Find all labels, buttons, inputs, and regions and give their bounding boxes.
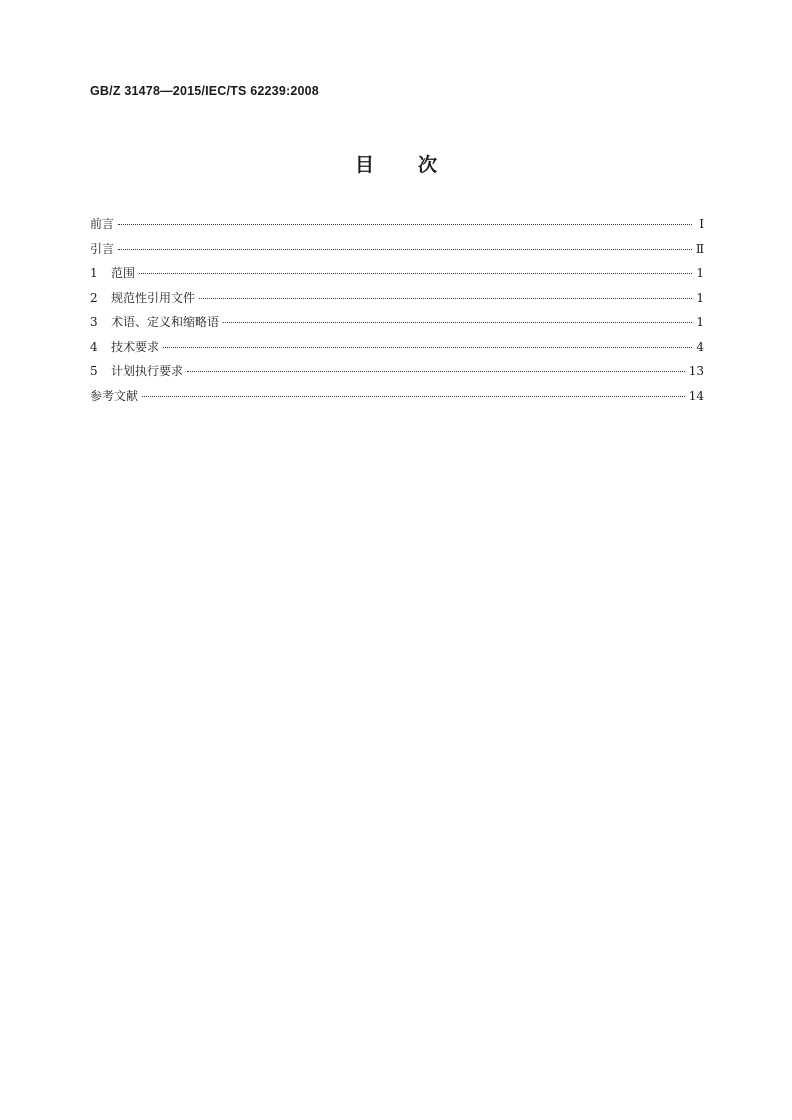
toc-leader-dots [142, 396, 685, 397]
toc-leader-dots [139, 273, 692, 274]
toc-entry-foreword[interactable] [90, 215, 704, 240]
toc-entry-number: 5 [90, 364, 98, 378]
toc-entry-number: 2 [90, 290, 98, 305]
toc-entry-page: 1 [696, 266, 704, 280]
toc-entry-page: 1 [696, 315, 704, 329]
title-char-1: 目 [354, 154, 374, 176]
toc-entry-normative-references[interactable] [90, 289, 704, 314]
toc-entry-introduction[interactable] [90, 240, 704, 265]
toc-entry-label: 技术要求 [111, 339, 160, 354]
toc-entry-plan-requirements[interactable] [90, 362, 704, 387]
toc-entry-number: 1 [90, 266, 98, 280]
toc-entry-page: 14 [688, 388, 704, 403]
title-char-2: 次 [418, 154, 438, 176]
toc-entry-number: 4 [90, 339, 98, 354]
toc-entry-terms-definitions[interactable] [90, 313, 704, 338]
toc-entry-label: 规范性引用文件 [111, 290, 196, 305]
page-title [0, 150, 792, 177]
toc-leader-dots [118, 224, 692, 225]
toc-entry-label: 术语、定义和缩略语 [111, 315, 220, 329]
toc-entry-page: 1 [696, 290, 704, 305]
toc-entry-label: 引言 [90, 241, 115, 256]
toc-entry-label: 前言 [90, 217, 115, 231]
toc-entry-page: 4 [696, 339, 704, 354]
toc-leader-dots [223, 322, 692, 323]
toc-entry-label: 范围 [111, 266, 136, 280]
toc-leader-dots [199, 298, 692, 299]
toc-entry-number: 3 [90, 315, 98, 329]
toc-entry-page: 13 [688, 364, 704, 378]
toc-entry-label: 计划执行要求 [111, 364, 184, 378]
toc-entry-page: Ⅱ [695, 241, 704, 256]
toc-entry-technical-requirements[interactable] [90, 338, 704, 363]
table-of-contents [90, 215, 704, 411]
toc-entry-page: Ⅰ [699, 217, 704, 231]
toc-leader-dots [118, 249, 692, 250]
toc-entry-scope[interactable] [90, 264, 704, 289]
toc-leader-dots [187, 371, 685, 372]
document-header: GB/Z 31478—2015/IEC/TS 62239:2008 [90, 84, 319, 98]
toc-leader-dots [163, 347, 692, 348]
toc-entry-bibliography[interactable] [90, 387, 704, 412]
toc-entry-label: 参考文献 [90, 388, 139, 403]
